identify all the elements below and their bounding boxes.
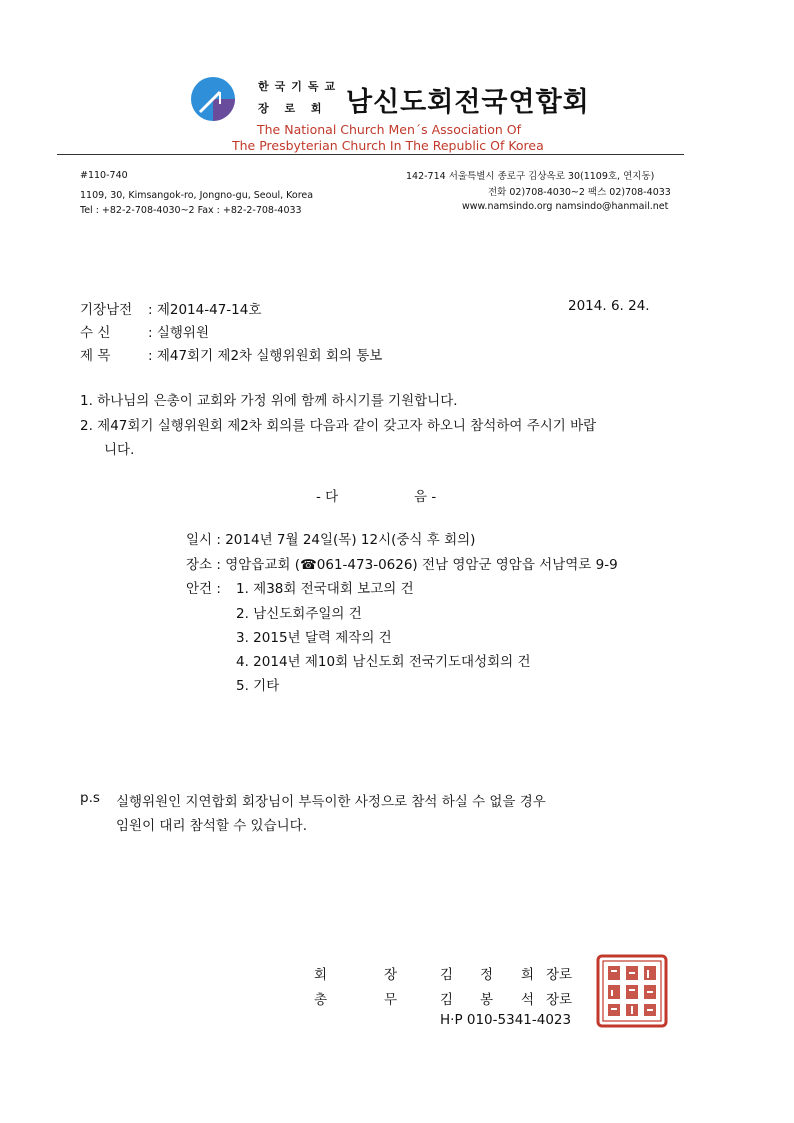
- paragraph-1: 1. 하나님의 은총이 교회와 가정 위에 함께 하시기를 기원합니다.: [80, 393, 458, 409]
- sig2-name2: 봉: [480, 992, 494, 1008]
- doc-number-label: 기장남전: [80, 302, 133, 318]
- sig2-title1: 총: [314, 992, 328, 1008]
- sig1-name1: 김: [440, 967, 454, 983]
- sig1-name3: 희: [521, 967, 535, 983]
- meeting-place: 장소 : 영암읍교회 (☎061-473-0626) 전남 영암군 영암읍 서남역로 9-9: [186, 557, 618, 573]
- subject: : 제47회기 제2차 실행위원회 회의 통보: [148, 348, 383, 364]
- sig2-title2: 무: [384, 992, 398, 1008]
- address-kr-phone: 전화 02)708-4030~2 팩스 02)708-4033: [488, 187, 671, 198]
- logo-icon: [190, 76, 236, 122]
- contact-phone: H·P 010-5341-4023: [440, 1012, 572, 1028]
- official-seal-icon: [596, 954, 668, 1028]
- org-line2: 장 로 회: [258, 102, 328, 115]
- agenda-label: 안건 :: [186, 581, 221, 597]
- agenda-item-3: 3. 2015년 달력 제작의 건: [236, 630, 392, 646]
- sig2-name3: 석: [521, 992, 535, 1008]
- english-name-line1: The National Church Men´s Association Of: [257, 122, 522, 137]
- address-web: www.namsindo.org namsindo@hanmail.net: [462, 201, 669, 212]
- doc-date: 2014. 6. 24.: [568, 298, 650, 314]
- next-heading-right: 음 -: [414, 489, 437, 505]
- org-name: 남신도회전국연합회: [346, 87, 590, 118]
- ps-line1: 실행위원인 지연합회 회장님이 부득이한 사정으로 참석 하실 수 없을 경우: [116, 794, 546, 810]
- meeting-datetime: 일시 : 2014년 7월 24일(목) 12시(중식 후 회의): [186, 532, 476, 548]
- sig1-title2: 장: [384, 967, 398, 983]
- sig2-role: 장로: [546, 992, 573, 1008]
- header-divider: [57, 154, 684, 155]
- sig2-name1: 김: [440, 992, 454, 1008]
- agenda-item-5: 5. 기타: [236, 678, 280, 694]
- ps-line2: 임원이 대리 참석할 수 있습니다.: [116, 818, 307, 834]
- agenda-item-2: 2. 남신도회주일의 건: [236, 606, 362, 622]
- agenda-item-1: 1. 제38회 전국대회 보고의 건: [236, 581, 414, 597]
- sig1-role: 장로: [546, 967, 573, 983]
- paragraph-2-cont: 니다.: [104, 442, 135, 458]
- sig1-name2: 정: [480, 967, 494, 983]
- sig1-title1: 회: [314, 967, 328, 983]
- agenda-item-4: 4. 2014년 제10회 남신도회 전국기도대성회의 건: [236, 654, 531, 670]
- address-kr-street: 142-714 서울특별시 종로구 김상옥로 30(1109호, 연지동): [406, 171, 655, 182]
- subject-label: 제 목: [80, 348, 111, 364]
- recipient-label: 수 신: [80, 325, 111, 341]
- org-line1: 한국기독교: [258, 80, 342, 93]
- address-en-street: 1109, 30, Kimsangok-ro, Jongno-gu, Seoul, Korea: [80, 190, 314, 201]
- address-en-phone: Tel : +82-2-708-4030~2 Fax : +82-2-708-4033: [80, 205, 302, 216]
- address-en-zip: #110-740: [80, 170, 128, 181]
- doc-number: : 제2014-47-14호: [148, 302, 262, 318]
- next-heading-left: - 다: [316, 489, 339, 505]
- paragraph-2: 2. 제47회기 실행위원회 제2차 회의를 다음과 같이 갖고자 하오니 참석하여 주시기 바랍: [80, 418, 597, 434]
- ps-label: p.s: [80, 790, 100, 806]
- english-name-line2: The Presbyterian Church In The Republic Of Korea: [232, 138, 544, 153]
- recipient: : 실행위원: [148, 325, 210, 341]
